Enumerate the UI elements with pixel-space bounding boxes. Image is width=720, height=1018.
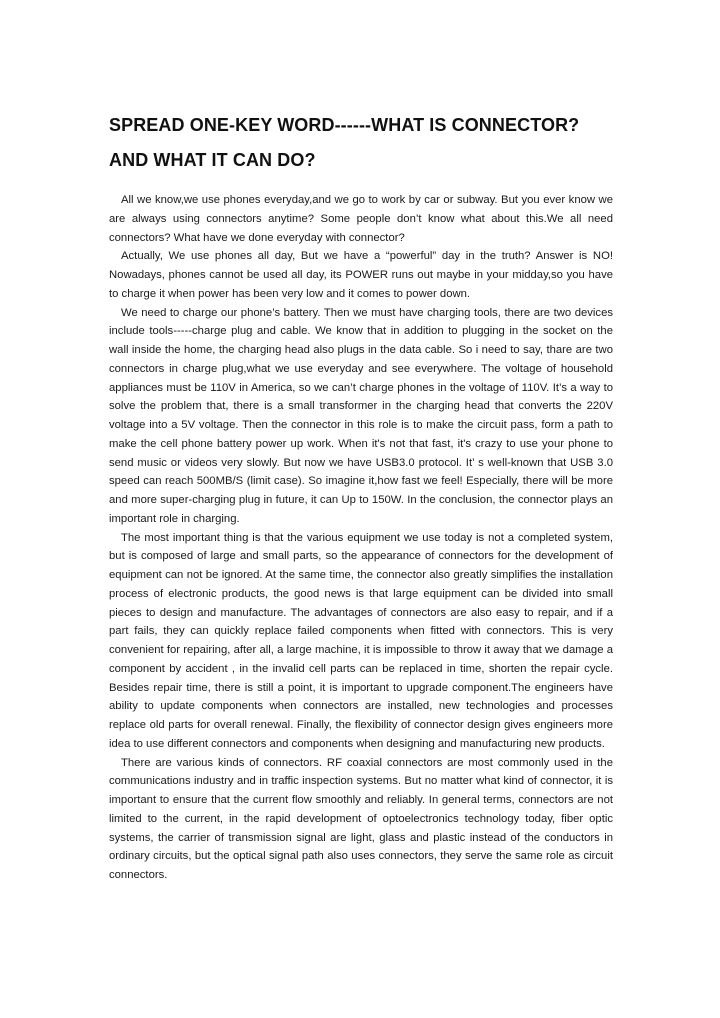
- document-title-line-1: SPREAD ONE-KEY WORD------WHAT IS CONNECTOR?: [109, 115, 580, 135]
- paragraph: The most important thing is that the various equipment we use today is not a completed system, but is composed of large and small parts, so the appearance of connectors for the development of equipment can not be ignored. At the same time, the connector also greatly simplifies the installation process of electronic products, the good news is that large equipment can be divided into small pieces to design and manufacture. The advantages of connectors are also easy to repair, and if a part fails, they can quickly replace failed components when fitted with connectors. This is very convenient for repairing, after all, a large machine, it is impossible to throw it away that we damage a component by accident , in the invalid cell parts can be replaced in time, shorten the repair cycle. Besides repair time, there is still a point, it is important to upgrade component.The engineers have ability to update components when connectors are installed, new technologies and processes replace old parts for overall renewal. Finally, the flexibility of connector design gives engineers more idea to use different connectors and components when designing and manufacturing new products.: [109, 531, 613, 750]
- paragraph: Actually, We use phones all day, But we have a “powerful” day in the truth? Answer is NO! Nowadays, phones cannot be used all day, its POWER runs out maybe in your midday,so you have to charge it when power has been very low and it comes to power down.: [109, 250, 613, 300]
- paragraph: All we know,we use phones everyday,and we go to work by car or subway. But you ever know we are always using connectors anytime? Some people don’t know what about this.We all need connectors? What have we done everyday with connector?: [109, 194, 613, 244]
- paragraph: There are various kinds of connectors. RF coaxial connectors are most commonly used in the communications industry and in traffic inspection systems. But no matter what kind of connector, it is important to ensure that the current flow smoothly and reliably. In general terms, connectors are not limited to the current, in the rapid development of optoelectronics technology today, fiber optic systems, the carrier of transmission signal are light, glass and plastic instead of the conductors in ordinary circuits, but the optical signal path also uses connectors, they serve the same role as circuit connectors.: [109, 756, 613, 881]
- document-body: [109, 191, 613, 885]
- document-title-line-2: AND WHAT IT CAN DO?: [109, 150, 316, 170]
- paragraph: We need to charge our phone’s battery. Then we must have charging tools, there are two devices include tools-----charge plug and cable. We know that in addition to plugging in the socket on the wall inside the home, the charging head also plugs in the data cable. So i need to say, thare are two connectors in charge plug,what we use everyday and see everywhere. The voltage of household appliances must be 110V in America, so we can’t charge phones in the voltage of 110V. It’s a way to solve the problem that, there is a small transformer in the charging head that converts the 220V voltage into a 5V voltage. Then the connector in this role is to make the circuit pass, form a path to make the cell phone battery power up work. When it's not that fast, it's crazy to use your phone to send music or videos very slowly. But now we have USB3.0 protocol. It’ s well-known that USB 3.0 speed can reach 500MB/S (limit case). So imagine it,how fast we feel! Especially, there will be more and more super-charging plug in future, it can Up to 150W. In the conclusion, the connector plays an important role in charging.: [109, 306, 613, 525]
